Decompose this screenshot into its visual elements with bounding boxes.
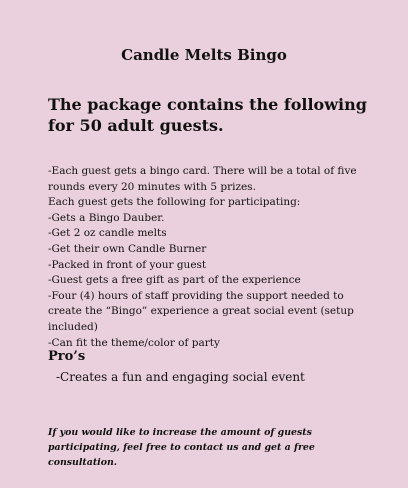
page-title: Candle Melts Bingo — [121, 46, 287, 64]
footer-note: If you would like to increase the amount of guests participating, feel free to contact us and get a free consultation. — [48, 427, 315, 468]
detail-item: -Four (4) hours of staff providing the support needed to create the “Bingo” experience a great social event (setup included) — [48, 289, 354, 333]
detail-item: -Get their own Candle Burner — [48, 242, 207, 255]
pros-heading: Pro’s — [48, 349, 86, 364]
detail-item: -Each guest gets a bingo card. There will be a total of five rounds every 20 minutes with 5 prizes. — [48, 165, 357, 193]
detail-item: -Gets a Bingo Dauber. — [48, 211, 165, 224]
detail-item: -Get 2 oz candle melts — [48, 227, 167, 240]
pros-item: -Creates a fun and engaging social event — [56, 370, 305, 384]
detail-item: Each guest gets the following for participating: — [48, 196, 301, 209]
package-heading: The package contains the following for 50 adult guests. — [48, 95, 367, 135]
detail-item: -Packed in front of your guest — [48, 258, 207, 271]
detail-item: -Guest gets a free gift as part of the experience — [48, 274, 301, 287]
package-details-list — [48, 164, 378, 351]
detail-item: -Can fit the theme/color of party — [48, 336, 220, 349]
